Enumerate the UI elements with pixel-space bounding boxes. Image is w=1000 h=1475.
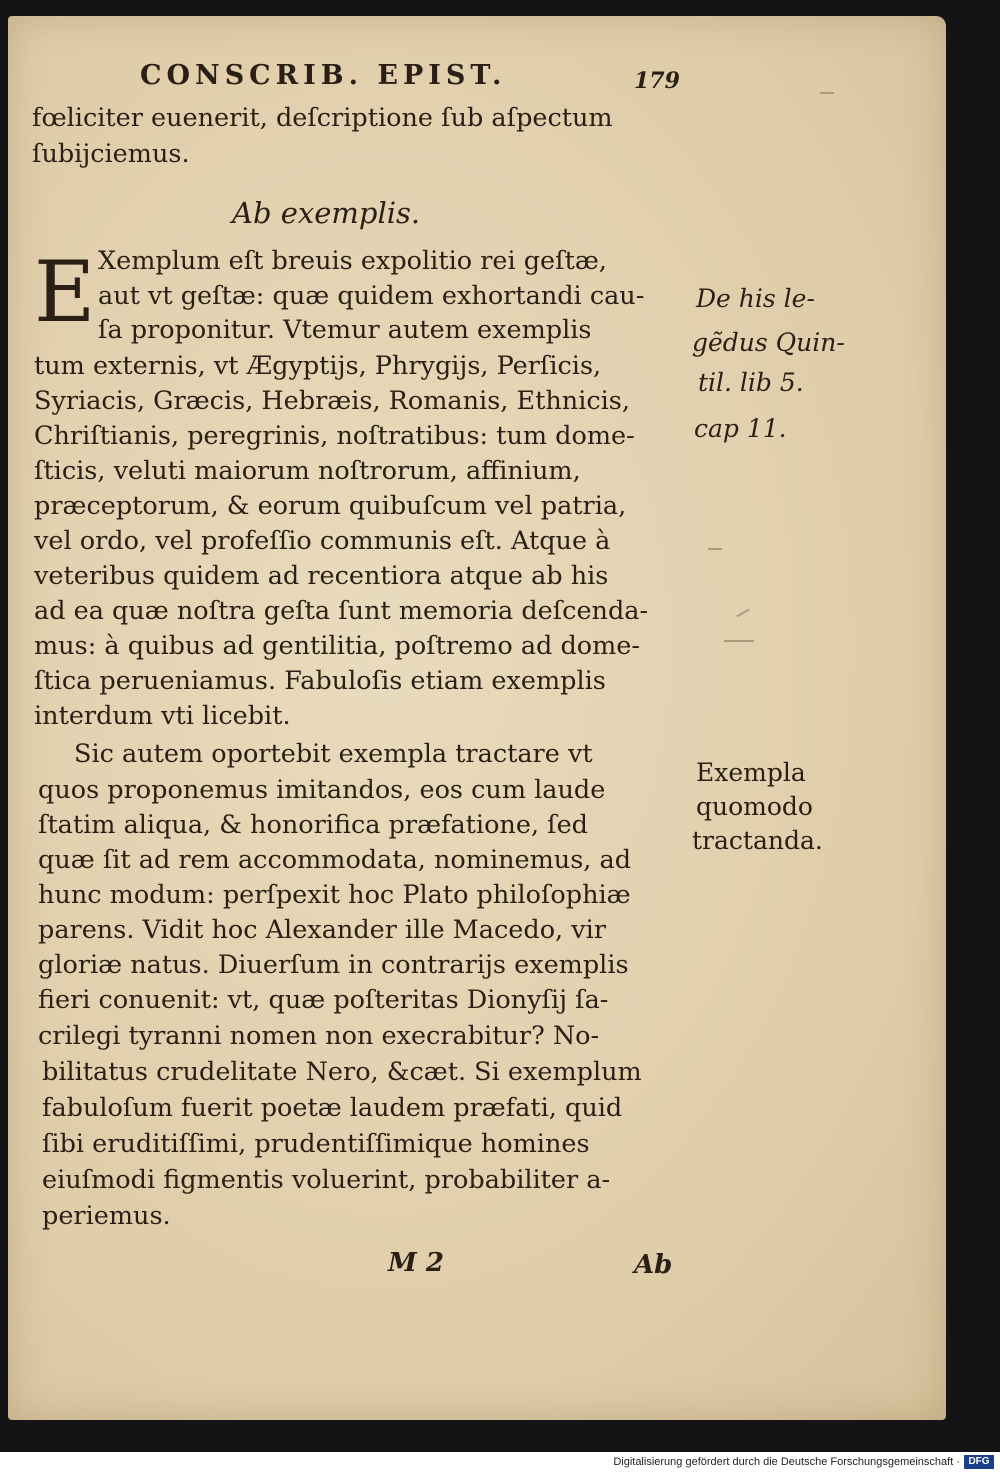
text-line: Sic autem oportebit exempla tractare vt — [74, 739, 593, 769]
text-line: ſtica perueniamus. Fabuloſis etiam exemplis — [34, 666, 606, 696]
margin-note-line: gẽdus Quin- — [692, 328, 845, 357]
text-line: ſa proponitur. Vtemur autem exemplis — [98, 315, 592, 345]
margin-note-line: Exempla — [696, 758, 806, 787]
text-line: tum externis, vt Ægyptijs, Phrygijs, Perſicis, — [34, 351, 602, 381]
catchword: Ab — [634, 1250, 673, 1280]
text-line: fieri conuenit: vt, quæ poſteritas Dionyſij ſa- — [38, 985, 609, 1015]
stray-mark — [820, 92, 834, 94]
text-line: vel ordo, vel profeſſio communis eſt. Atque à — [34, 526, 611, 556]
text-line: quos proponemus imitandos, eos cum laude — [38, 775, 606, 805]
drop-cap: E — [34, 243, 96, 341]
text-line: quæ ſit ad rem accommodata, nominemus, ad — [38, 845, 632, 875]
text-line: fabuloſum fuerit poetæ laudem præfati, quid — [42, 1093, 623, 1123]
margin-note-line: De his le- — [696, 284, 815, 313]
margin-note-line: til. lib 5. — [698, 368, 804, 397]
text-line: ſtatim aliqua, & honorifica præfatione, ſed — [38, 810, 589, 840]
text-line: Xemplum eſt breuis expolitio rei geſtæ, — [98, 246, 607, 276]
margin-note-line: quomodo — [696, 792, 813, 821]
folio-number: 179 — [634, 68, 680, 94]
text-line: interdum vti licebit. — [34, 701, 291, 731]
text-line: hunc modum: perſpexit hoc Plato philoſophiæ — [38, 880, 631, 910]
text-line: ſibi eruditiſſimi, prudentiſſimique homines — [42, 1129, 590, 1159]
text-line: Chriſtianis, peregrinis, noſtratibus: tum dome- — [34, 421, 635, 451]
stray-mark — [708, 548, 722, 550]
running-head: CONSCRIB. EPIST. — [140, 60, 507, 91]
text-line: mus: à quibus ad gentilitia, poſtremo ad dome- — [34, 631, 641, 661]
text-line: aut vt geſtæ: quæ quidem exhortandi cau- — [98, 281, 645, 311]
text-line: ſubijciemus. — [32, 139, 190, 169]
text-line: Syriacis, Græcis, Hebræis, Romanis, Ethnicis, — [34, 386, 630, 416]
text-line: veteribus quidem ad recentiora atque ab his — [34, 561, 609, 591]
text-line: eiuſmodi figmentis voluerint, probabiliter a- — [42, 1165, 611, 1195]
dfg-logo: DFG — [964, 1455, 994, 1469]
text-line: bilitatus crudelitate Nero, &cæt. Si exemplum — [42, 1057, 642, 1087]
stray-mark — [724, 640, 754, 642]
text-line: ad ea quæ noſtra geſta ſunt memoria deſcenda- — [34, 596, 649, 626]
text-line: fœliciter euenerit, deſcriptione ſub aſpectum — [32, 103, 613, 133]
text-line: parens. Vidit hoc Alexander ille Macedo, vir — [38, 915, 607, 945]
signature-mark: M 2 — [388, 1248, 444, 1278]
margin-note-line: tractanda. — [692, 826, 823, 855]
text-line: præceptorum, & eorum quibuſcum vel patria, — [34, 491, 627, 521]
text-line: periemus. — [42, 1201, 171, 1231]
credit-text: Digitalisierung gefördert durch die Deutsche Forschungsgemeinschaft · — [613, 1456, 960, 1468]
text-line: gloriæ natus. Diuerſum in contrarijs exemplis — [38, 950, 629, 980]
text-line: crilegi tyranni nomen non execrabitur? No- — [38, 1021, 600, 1051]
margin-note-line: cap 11. — [694, 414, 787, 443]
text-line: ſticis, veluti maiorum noſtrorum, affinium, — [34, 456, 581, 486]
section-heading: Ab exemplis. — [232, 196, 421, 230]
